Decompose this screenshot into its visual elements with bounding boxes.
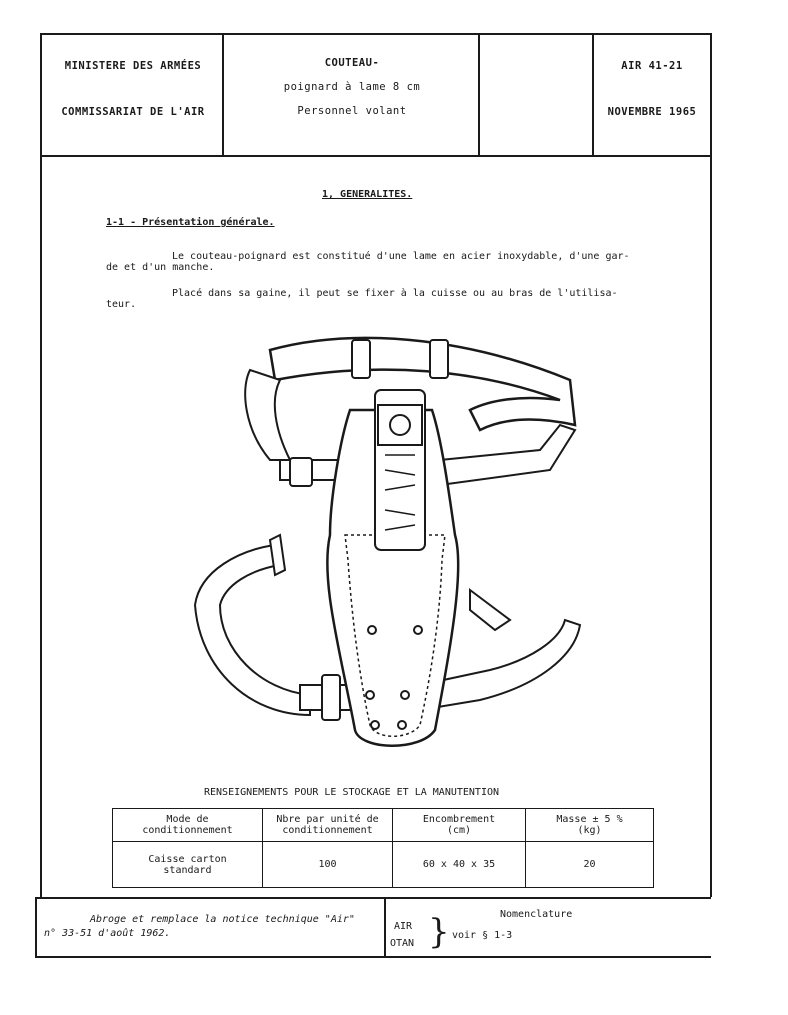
replacement-note-line2: n° 33-51 d'août 1962. [44,928,171,939]
header-col-sep-1 [222,33,224,156]
nomenclature-title: Nomenclature [500,909,573,920]
otan-label: OTAN [390,938,415,949]
table-title: RENSEIGNEMENTS POUR LE STOCKAGE ET LA MANUTENTION [204,787,500,798]
footer-left [35,897,37,957]
para1-line2: de et d'un manche. [106,262,215,273]
doc-title: COUTEAU- [324,57,380,69]
para2-line2: teur. [106,299,137,310]
doc-date: NOVEMBRE 1965 [607,106,697,118]
section-subtitle: 1-1 - Présentation générale. [106,217,275,228]
footer-sep [384,897,386,957]
storage-table [112,808,654,888]
footer-bottom [35,956,711,958]
footer-top [35,897,711,899]
cell-quantity: 100 [263,842,393,888]
frame-top [40,33,711,35]
table-header-row [113,809,654,842]
frame-right [710,33,712,897]
commissariat-name: COMMISSARIAT DE L'AIR [61,106,205,118]
header-dimensions: Encombrement (cm) [393,809,526,842]
header-col-sep-2 [478,33,480,156]
header-divider [40,155,711,157]
cell-packaging: Caisse carton standard [113,842,263,888]
doc-subtitle: poignard à lame 8 cm [283,81,421,93]
para2-line1: Placé dans sa gaine, il peut se fixer à la cuisse ou au bras de l'utilisa- [172,288,618,299]
sheath-harness-illustration [180,320,600,760]
replacement-note-line1: Abroge et remplace la notice technique "Air" [90,914,355,925]
doc-reference: AIR 41-21 [621,60,683,72]
air-label: AIR [394,921,413,932]
header-mass: Masse ± 5 % (kg) [526,809,654,842]
frame-left [40,33,42,897]
nomenclature-ref: voir § 1-3 [452,930,513,941]
header-col-sep-3 [592,33,594,156]
section-title: 1, GENERALITES. [322,189,413,200]
header-packaging: Mode de conditionnement [113,809,263,842]
table-row [113,842,654,888]
cell-mass: 20 [526,842,654,888]
header-quantity: Nbre par unité de conditionnement [263,809,393,842]
brace-icon: } [428,912,450,952]
cell-dimensions: 60 x 40 x 35 [393,842,526,888]
doc-audience: Personnel volant [297,105,407,117]
para1-line1: Le couteau-poignard est constitué d'une lame en acier inoxydable, d'une gar- [172,251,630,262]
ministry-name: MINISTERE DES ARMÉES [64,60,202,72]
